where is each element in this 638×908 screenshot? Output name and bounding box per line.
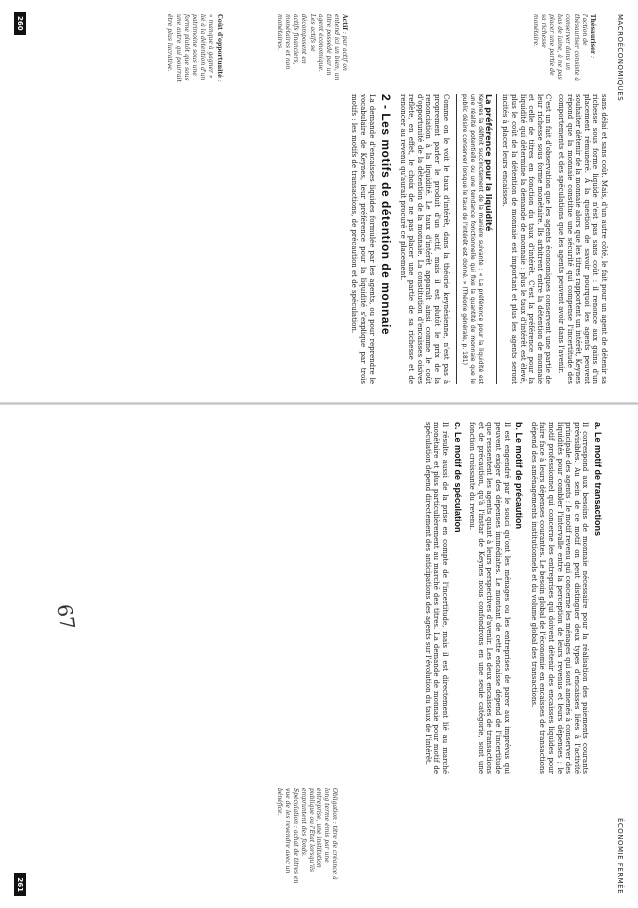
margin-note: Thésauriser : l'action de thésauriser consiste à conserver dans un bas de laine, à ne pas placer une partie de sa richesse monétaire. bbox=[531, 14, 596, 81]
section-title: 2 - Les motifs de détention de monnaie bbox=[379, 94, 394, 336]
definition-title: La préférence pour la liquidité bbox=[483, 94, 493, 232]
right-main-column bbox=[419, 422, 608, 774]
margin-note: Actif : par actif on entend ici un bien, un titre possédé par un agent économique. Les actifs se décomposent en actifs financiers, monétaires et non monétaires. bbox=[275, 14, 349, 81]
left-page-number: 260 bbox=[14, 12, 26, 35]
left-page bbox=[0, 0, 638, 404]
left-running-head: MACROÉCONOMIQUES bbox=[616, 14, 624, 102]
definition-text: Keynes la définit succinctement de la manière suivante : « La préférence pour la liquidité est une réalité potentielle ou une tendance fonctionnelle qui fixe la quantité de monnaie que le public désire conserver lorsque le taux de l'intérêt est donné. » (Théorie générale, p. 181) bbox=[461, 94, 485, 384]
right-page bbox=[0, 404, 638, 908]
subsection-title: c. Le motif de spéculation bbox=[452, 422, 463, 533]
subsection-title: a. Le motif de transactions bbox=[593, 422, 603, 537]
paragraph: Il résulte aussi de la prise en compte de l'incertitude, mais il est directement lié au marché monétaire et plus particulièrement au marché des titres. La demande de monnaie pour motif de spéculation dépend directement des anticipations des agents sur l'évolution du taux de l'intérêt. bbox=[423, 422, 450, 774]
right-page-number: 261 bbox=[14, 873, 26, 896]
right-margin-notes: Obligation : titre de créance à long terme émis par une entreprise, une institution publique ou l'État lorsqu'ils empruntent des fonds. Spéculation : achat de titres en vue de les revendre avec un bénéfice. bbox=[276, 788, 338, 884]
paragraph: C'est un fait d'observation que les agents économiques conservent une partie de leur richesse sous forme monétaire. Ils arbitrent entre la détention de monnaie et celle de titres en fonction du taux d'intérêt. C'est la préférence pour la liquidité qui détermine la demande de monnaie : plus le taux d'intérêt est élevé, plus le coût de la détention de monnaie est important et plus les agents seront incités à placer leurs encaisses. bbox=[501, 94, 553, 384]
margin-note: Coût d'opportunité : « manque à gagner » lié à la détention d'un patrimoine sous une forme plutôt que sous une autre qui pourrait être plus lucrative. bbox=[166, 14, 223, 82]
paragraph: Il correspond aux besoins de monnaie nécessaire pour la réalisation des paiements courants prévisibles. Au sein de ce motif on peut distinguer deux types d'encaisses liées à l'activité principale des agents : le motif revenu qui concerne les ménages qui sont amenés à conserver des liquidités pour combler l'intervalle entre la perception de leurs revenus et leurs dépenses ; le motif professionnel qui concerne les entreprises qui doivent détenir des encaisses liquides pour faire face à leurs dépenses courantes. Le besoin global de l'économie en encaisses de transactions dépend des aménagements institutionnels et du volume global des transactions. bbox=[529, 422, 590, 774]
paragraph: Comme on le voit le taux d'intérêt, dans la théorie keynésienne, n'est pas à proprement parler le produit d'un actif, mais il est plutôt le prix de la renonciation à la liquidité. Le taux d'intérêt apparaît ainsi comme le coût d'opportunité de la détention de la monnaie. La constitution d'encaisses oisives reflète, en effet, le choix de ne pas placer une partie de sa richesse et de renoncer au revenu qu'aurait procuré ce placement. bbox=[398, 94, 450, 384]
subsection-title: b. Le motif de précaution bbox=[514, 422, 525, 530]
paragraph: sans délai et sans coût. Mais, d'un autre côté, le fait pour un agent de détenir sa richesse sous forme liquide n'est pas sans coût : il renonce aux gains d'un placement rémunéré. À la question de savoir pourquoi les agents peuvent souhaiter détenir de la monnaie alors que les titres rapportent un intérêt, Keynes répond que la monnaie constitue une sécurité qui compense l'incertitude des comportements et des spéculations que les agents peuvent avoir dans l'avenir. bbox=[557, 94, 608, 384]
paragraph: La demande d'encaisses liquides formulée par les agents, ou pour reprendre le vocabulaire de Keynes, leur préférence pour la liquidité s'explique par trois motifs : les motifs de transactions, de précaution et de spéculation. bbox=[350, 94, 376, 384]
handwritten-annotation: 67 bbox=[52, 602, 80, 631]
left-main-column bbox=[346, 94, 608, 384]
left-margin-notes bbox=[159, 14, 602, 82]
definition-box bbox=[456, 94, 497, 384]
right-running-head: ÉCONOMIE FERMÉE bbox=[616, 817, 624, 894]
paragraph: Il est engendré par le souci qu'ont les ménages ou les entreprises de parer aux imprévus qui peuvent exiger des dépenses immédiates. Le montant de cette encaisse dépend de l'incertitude que ressentent les agents quant à leurs perspectives d'avenir. Les deux encaisses de transactions et de précaution, qu'à l'instar de Keynes nous confondrons en une seule catégorie, sont une fonction croissante du revenu. bbox=[468, 422, 511, 774]
